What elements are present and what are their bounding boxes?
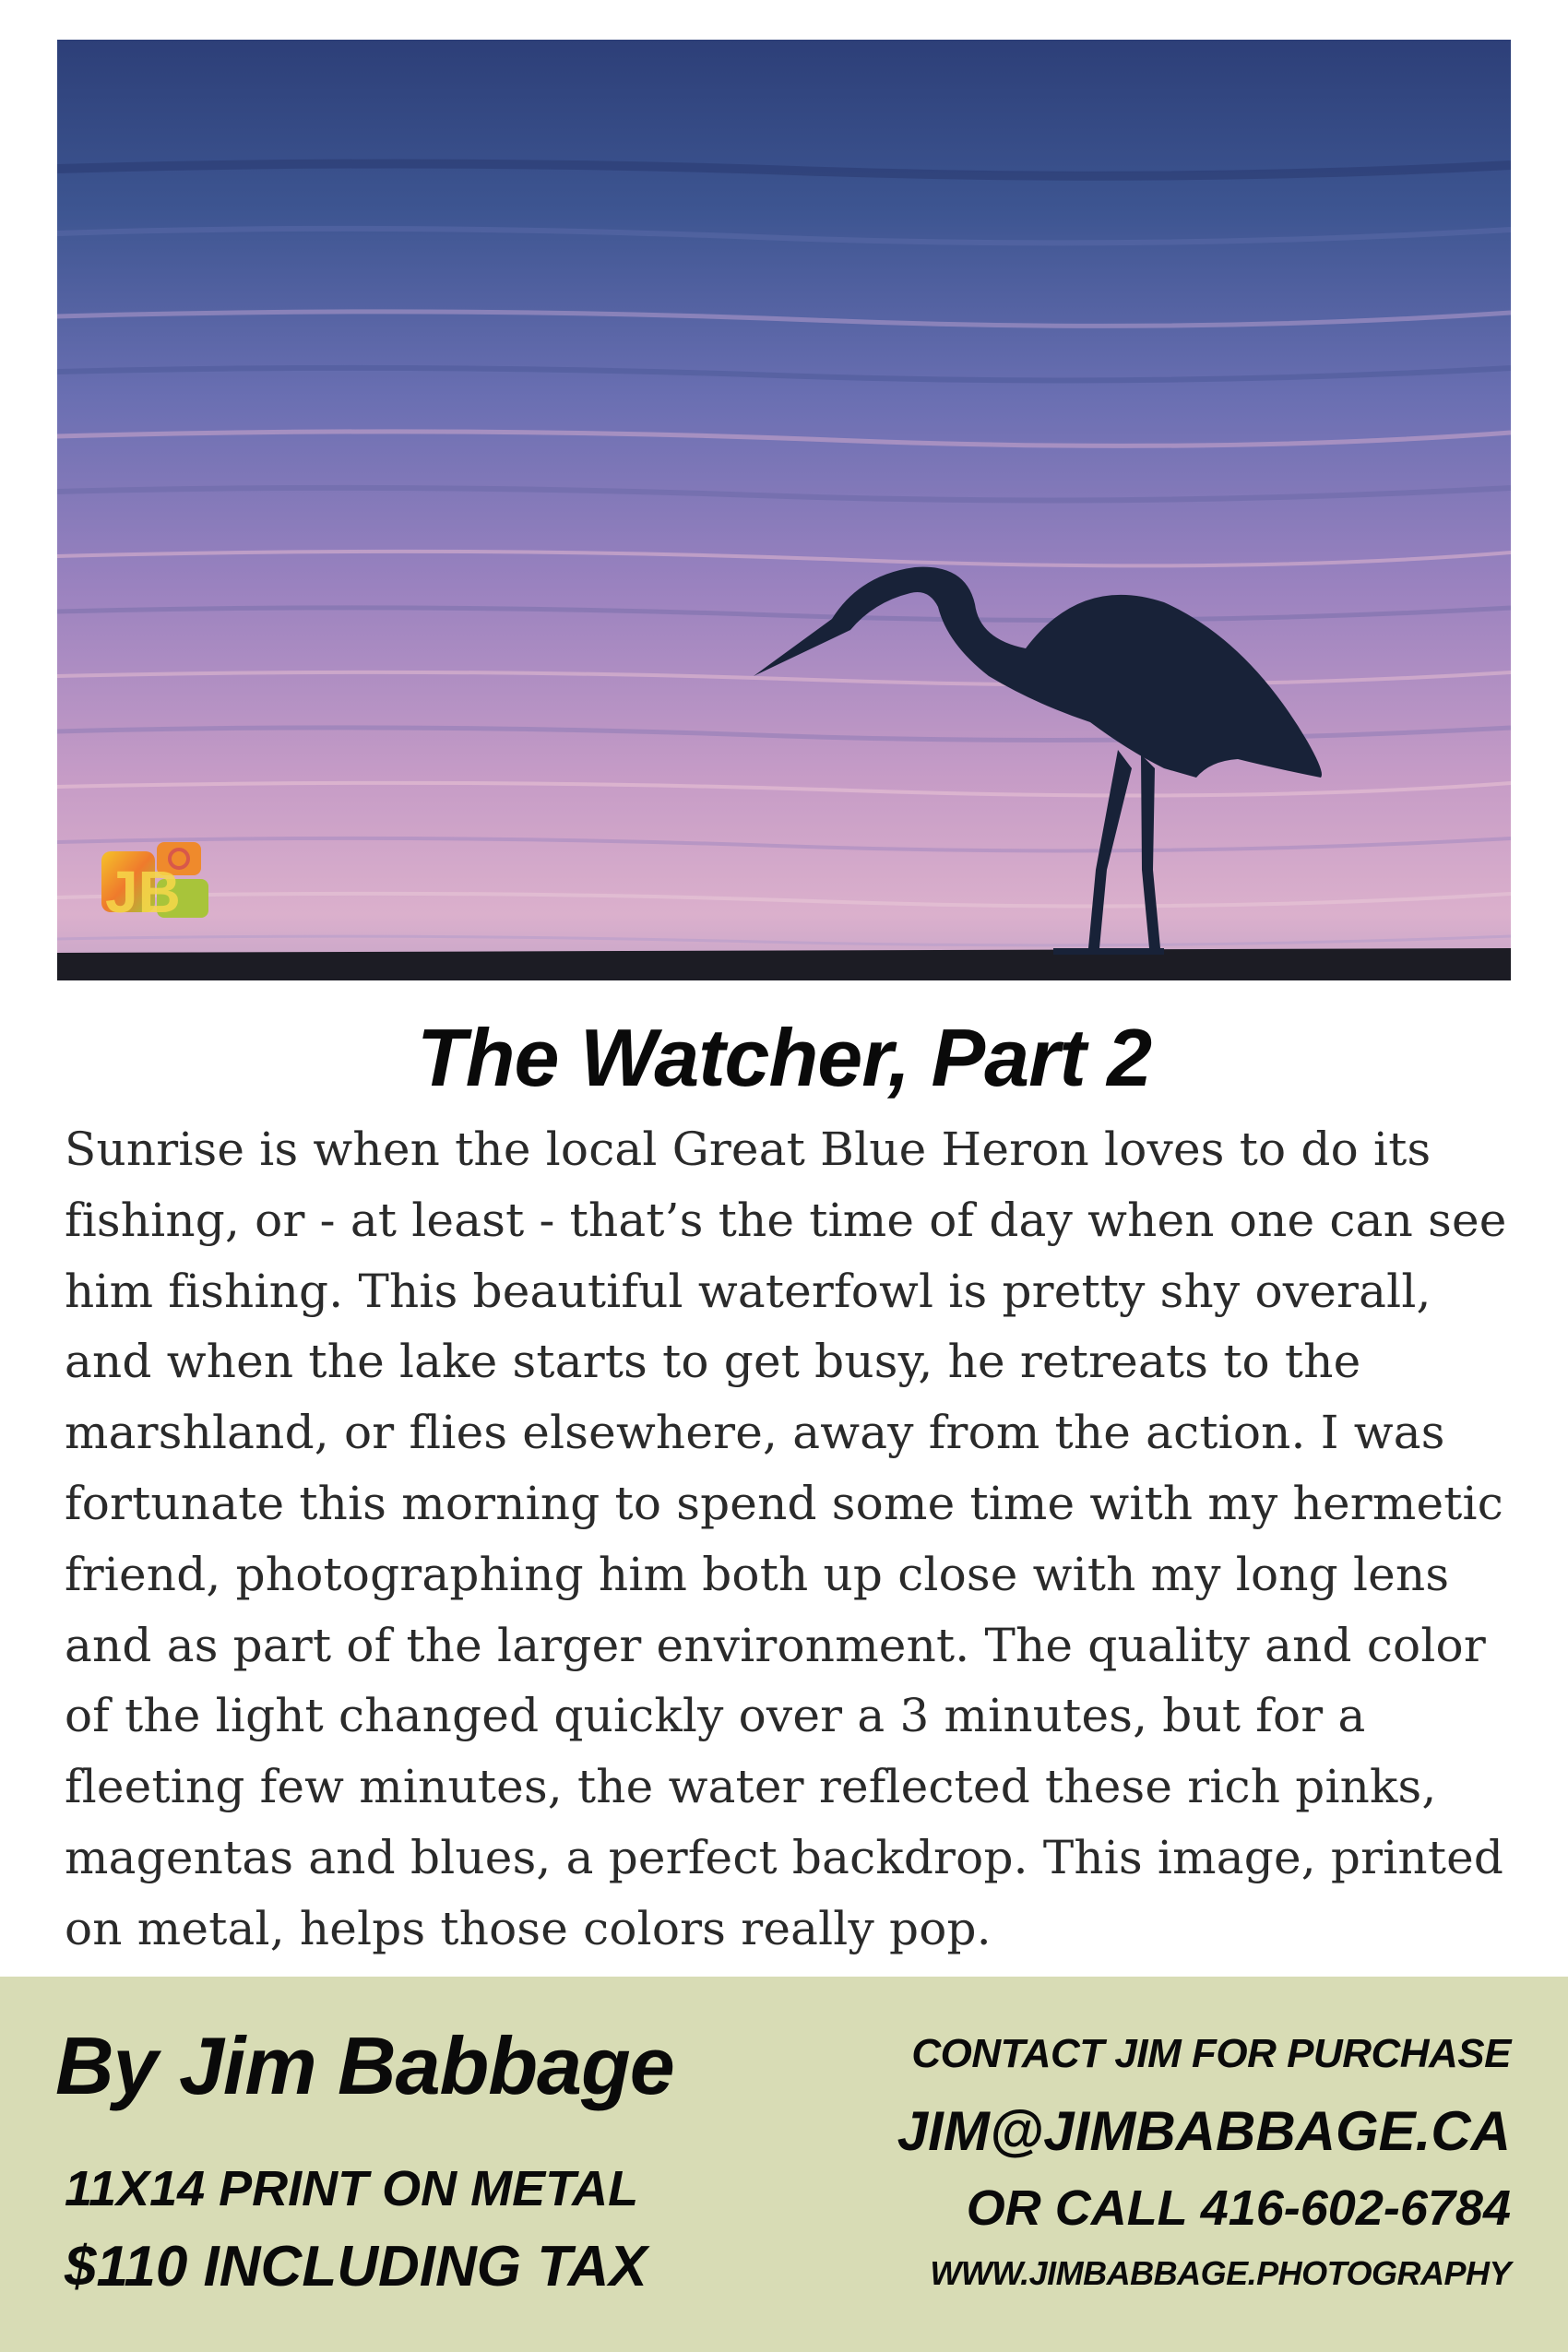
photo-description: Sunrise is when the local Great Blue Heron loves to do its fishing, or - at least - that’s the time of day when one can see him fishing. This beautiful waterfowl is pretty shy overall, and when the lake starts to get busy, he retreats to the marshland, or flies elsewhere, away from the action. I was fortunate this morning to spend some time with my hermetic friend, photographing him both up close with my long lens and as part of the larger environment. The quality and color of the light changed quickly over a 3 minutes, but for a fleeting few minutes, the water reflected these rich pinks, magentas and blues, a perfect backdrop. This image, printed on metal, helps those colors really pop. <box>65 1123 1507 1955</box>
heron-photo-art <box>57 40 1511 980</box>
heron-photo <box>57 40 1511 980</box>
photographer-byline: By Jim Babbage <box>55 2020 674 2111</box>
contact-heading: CONTACT JIM FOR PURCHASE <box>911 2031 1511 2076</box>
print-price: $110 INCLUDING TAX <box>65 2235 647 2299</box>
contact-phone[interactable]: OR CALL 416-602-6784 <box>966 2180 1511 2236</box>
website-link[interactable]: WWW.JIMBABBAGE.PHOTOGRAPHY <box>930 2254 1511 2292</box>
poster-title: The Watcher, Part 2 <box>416 1012 1152 1103</box>
contact-email[interactable]: JIM@JIMBABBAGE.CA <box>897 2100 1511 2162</box>
svg-text:JB: JB <box>105 859 181 925</box>
shoreline <box>57 948 1511 980</box>
print-size: 11X14 PRINT ON METAL <box>65 2161 639 2216</box>
